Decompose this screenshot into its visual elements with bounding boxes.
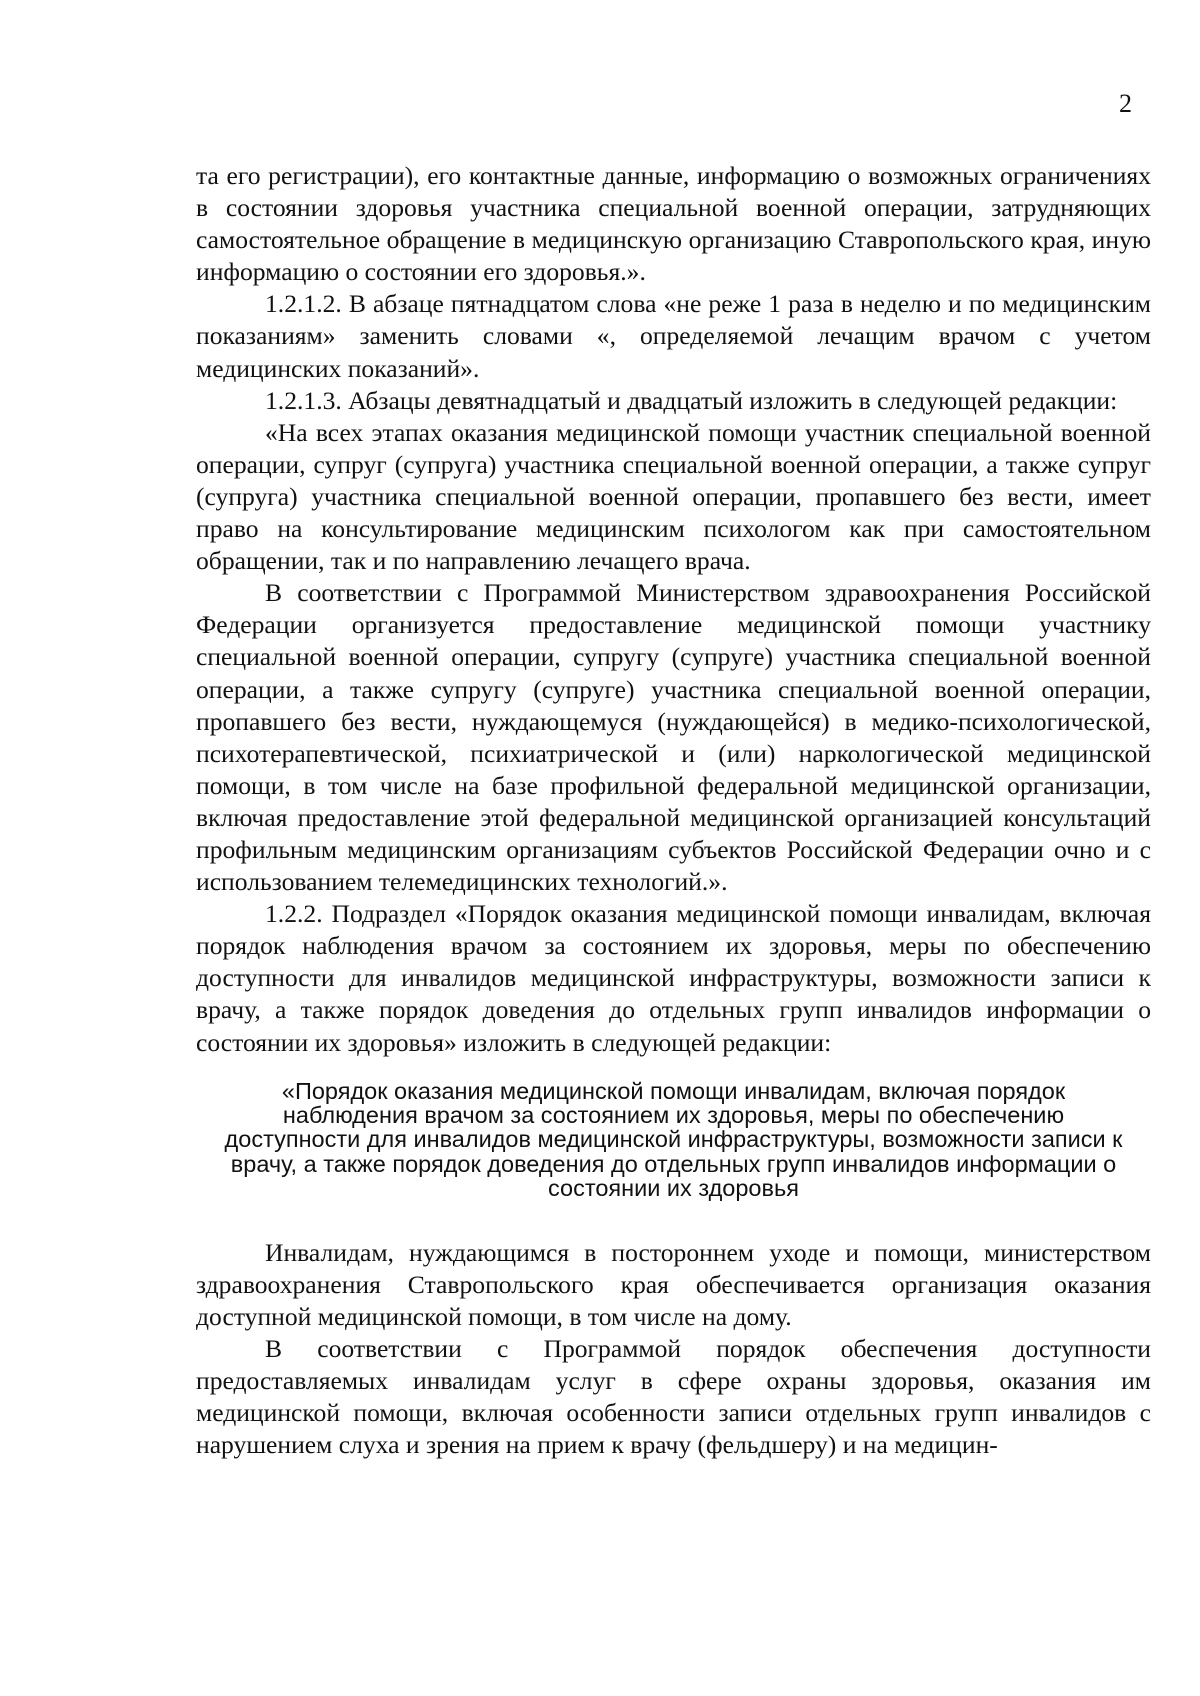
paragraph-1-2-1-3: 1.2.1.3. Абзацы девятнадцатый и двадцатый изложить в следующей редакции: bbox=[265, 385, 1118, 415]
paragraph-home-care: Инвалидам, нуждающимся в постороннем уходе и помощи, министерством здравоохранения Ставропольского края обеспечивается организация оказания доступной медицинской помощи, в том числе на дому. bbox=[196, 1237, 1151, 1331]
paragraph-accessibility: В соответствии с Программой порядок обеспечения доступности предоставляемых инвалидам услуг в сфере охраны здоровья, оказания им медицинской помощи, включая особенности записи отдельных групп инвалидов с нарушением слуха и зрения на прием к врачу (фельдшеру) и на медицин- bbox=[196, 1333, 1151, 1460]
paragraph-1-2-2: 1.2.2. Подраздел «Порядок оказания медицинской помощи инвалидам, включая порядок наблюдения врачом за состоянием их здоровья, меры по обеспечению доступности для инвалидов медицинской инфраструктуры, возможности записи к врачу, а также порядок доведения до отдельных групп инвалидов информации о состоянии их здоровья» изложить в следующей редакции: bbox=[196, 899, 1151, 1057]
page-number: 2 bbox=[1119, 89, 1132, 118]
document-body bbox=[196, 160, 1151, 1461]
spacer bbox=[196, 1201, 1151, 1237]
paragraph-psychologist-consultation: «На всех этапах оказания медицинской помощи участник специальной военной операции, супруг (супруга) участника специальной военной операции, а также супруг (супруга) участника специальной военной операции, пропавшего без вести, имеет право на консультирование медицинским психологом как при самостоятельном обращении, так и по направлению лечащего врача. bbox=[196, 417, 1151, 576]
section-heading: «Порядок оказания медицинской помощи инвалидам, включая порядок наблюдения врачом за состоянием их здоровья, меры по обеспечению доступности для инвалидов медицинской инфраструктуры, возможности записи к врачу, а также порядок доведения до отдельных групп инвалидов информации о состоянии их здоровья bbox=[224, 1077, 1123, 1202]
paragraph-continuation: та его регистрации), его контактные данные, информацию о возможных ограничениях в состоянии здоровья участника специальной военной операции, затрудняющих самостоятельное обращение в медицинскую организацию Ставропольского края, иную информацию о состоянии его здоровья.». bbox=[196, 161, 1151, 287]
paragraph-ministry-care: В соответствии с Программой Министерством здравоохранения Российской Федерации организуется предоставление медицинской помощи участнику специальной военной операции, супругу (супруге) участника специальной военной операции, а также супругу (супруге) участника специальной военной операции, пропавшего без вести, нуждающемуся (нуждающейся) в медико-психологической, психотерапевтической, психиатрической и (или) наркологической медицинской помощи, в том числе на базе профильной федеральной медицинской организации, включая предоставление этой федеральной медицинской организацией консультаций профильным медицинским организациям субъектов Российской Федерации очно и с использованием телемедицинских технологий.». bbox=[196, 578, 1151, 897]
paragraph-1-2-1-2: 1.2.1.2. В абзаце пятнадцатом слова «не реже 1 раза в неделю и по медицинским показаниям» заменить словами «, определяемой лечащим врачом с учетом медицинских показаний». bbox=[196, 289, 1151, 383]
